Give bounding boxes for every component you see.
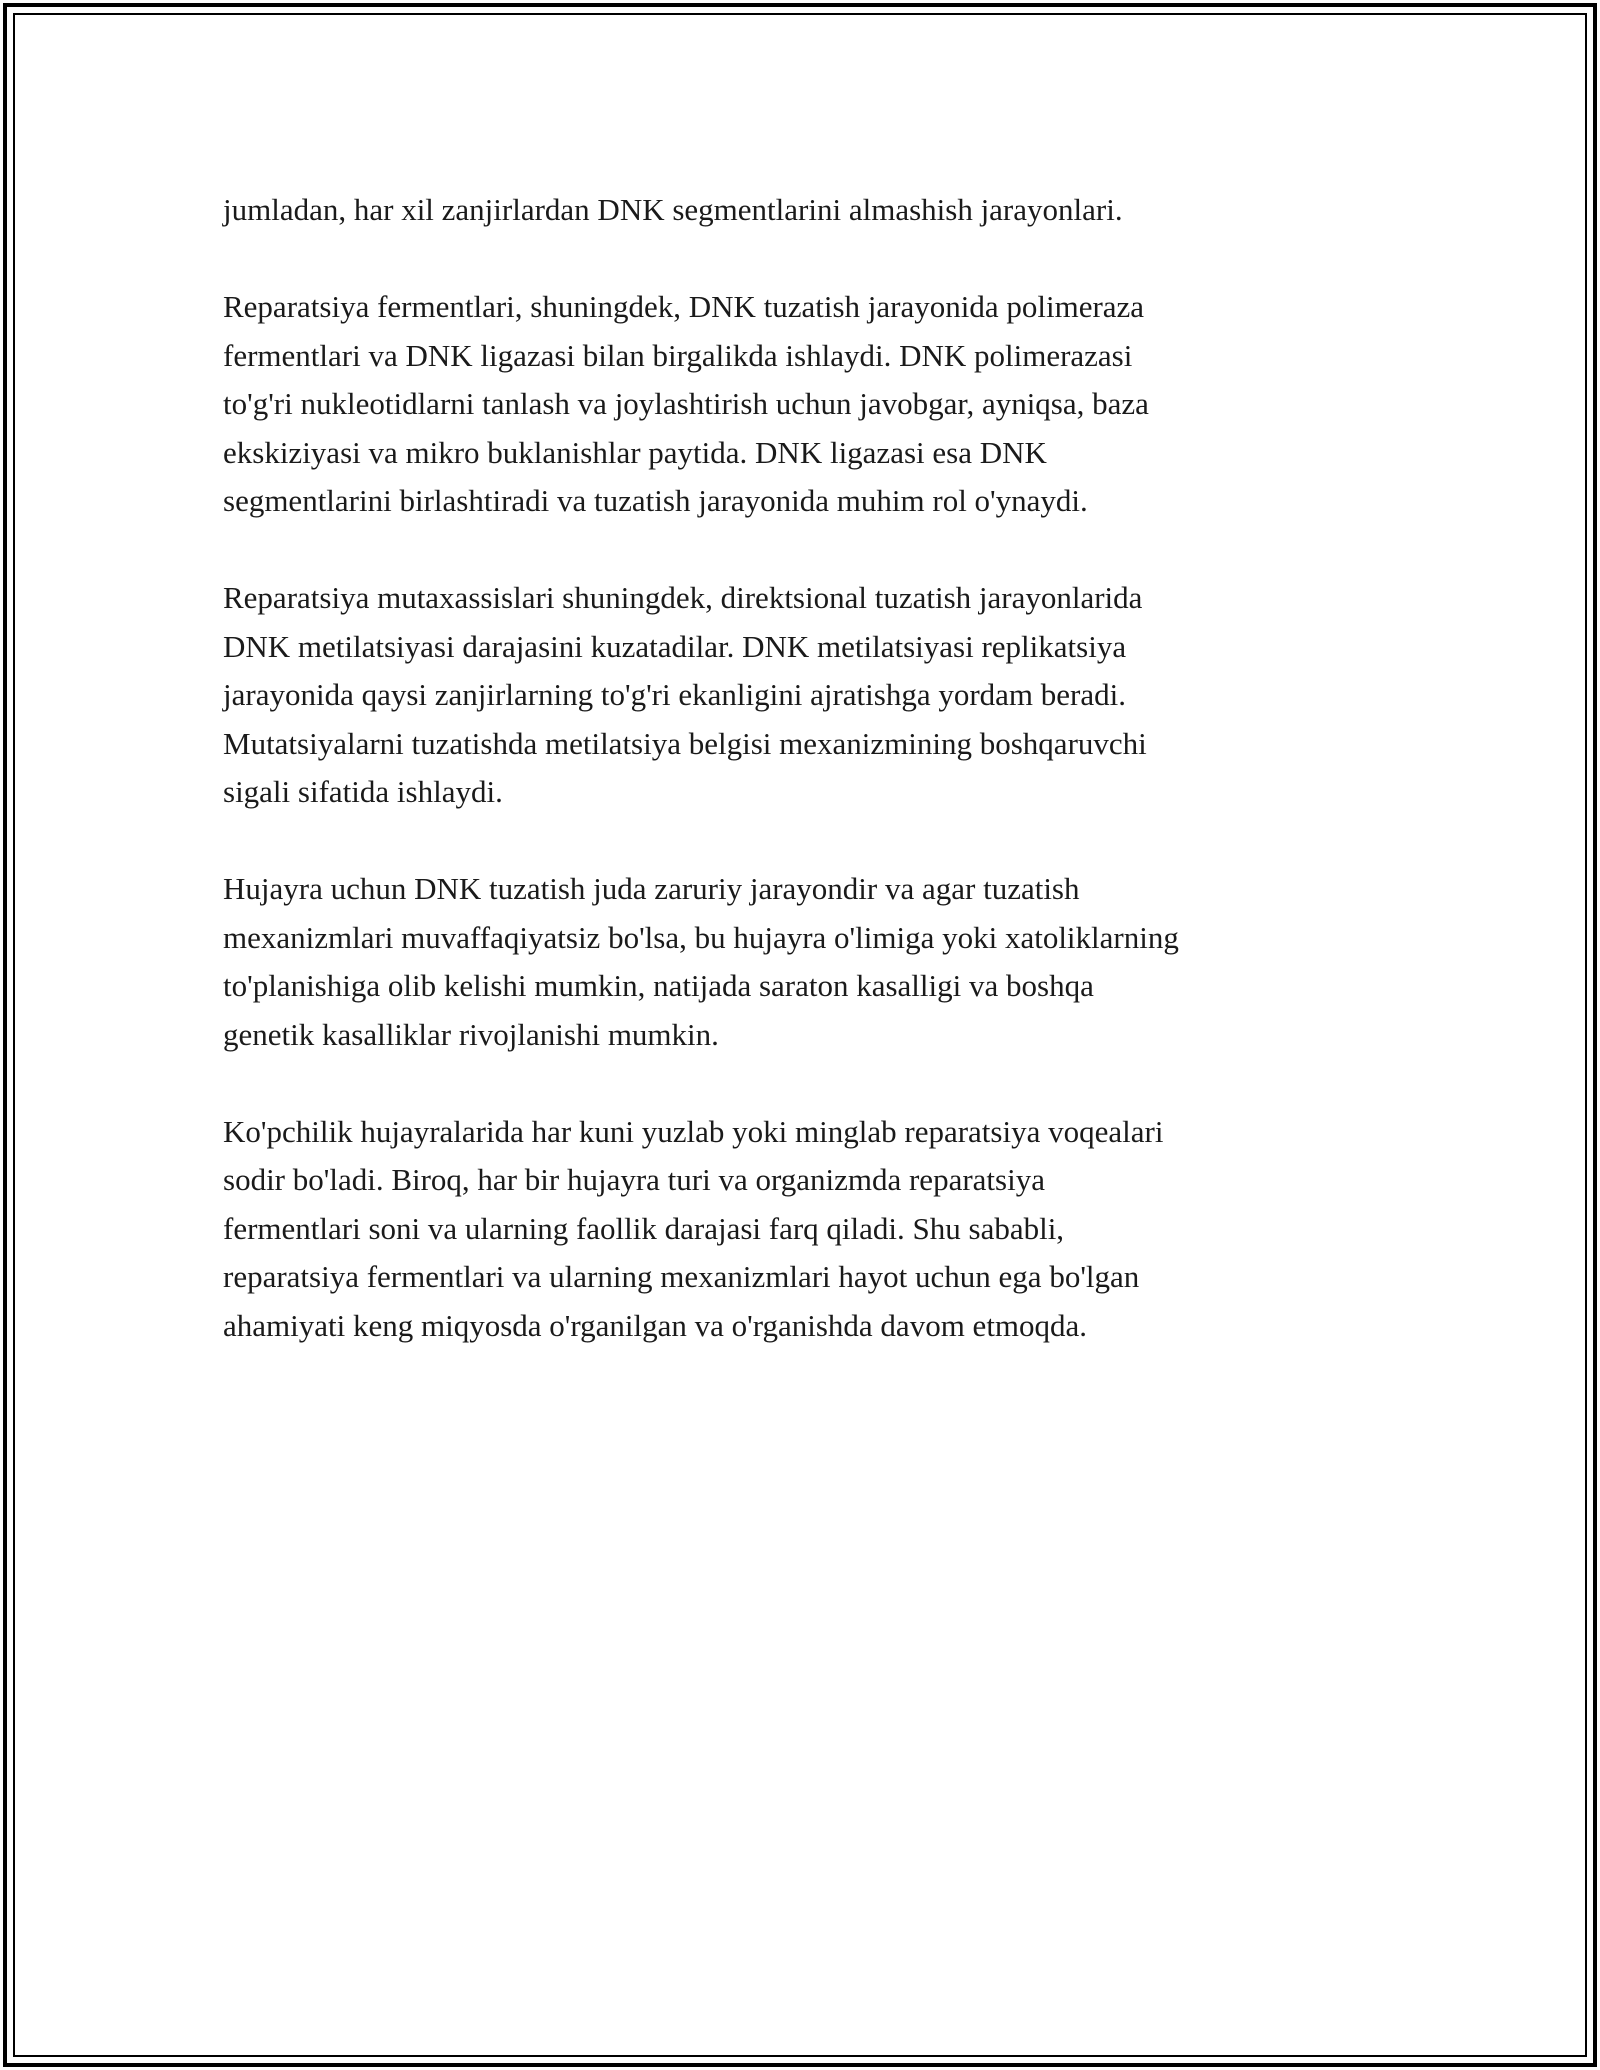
document-body — [223, 186, 1423, 1399]
paragraph-5 — [223, 1108, 1423, 1351]
text-line: jumladan, har xil zanjirlardan DNK segmentlarini almashish jarayonlari. — [223, 192, 1123, 227]
paragraph-2 — [223, 283, 1423, 526]
text-line: segmentlarini birlashtiradi va tuzatish jarayonida muhim rol o'ynaydi. — [223, 483, 1088, 518]
paragraph-1 — [223, 186, 1423, 235]
text-line: sigali sifatida ishlaydi. — [223, 774, 503, 809]
text-line: Hujayra uchun DNK tuzatish juda zaruriy jarayondir va agar tuzatish — [223, 871, 1080, 906]
text-line: mexanizmlari muvaffaqiyatsiz bo'lsa, bu hujayra o'limiga yoki xatoliklarning — [223, 919, 1179, 955]
text-line: Ko'pchilik hujayralarida har kuni yuzlab yoki minglab reparatsiya voqealari — [223, 1113, 1164, 1149]
paragraph-4 — [223, 865, 1423, 1059]
text-line: reparatsiya fermentlari va ularning mexanizmlari hayot uchun ega bo'lgan — [223, 1259, 1140, 1294]
text-line: to'g'ri nukleotidlarni tanlash va joylashtirish uchun javobgar, ayniqsa, baza — [223, 386, 1149, 421]
text-line: Reparatsiya mutaxassislari shuningdek, direktsional tuzatish jarayonlarida — [223, 580, 1143, 615]
paragraph-3 — [223, 574, 1423, 817]
text-line: ahamiyati keng miqyosda o'rganilgan va o'rganishda davom etmoqda. — [223, 1307, 1088, 1343]
text-line: jarayonida qaysi zanjirlarning to'g'ri ekanligini ajratishga yordam beradi. — [223, 677, 1126, 712]
text-line: DNK metilatsiyasi darajasini kuzatadilar. DNK metilatsiyasi replikatsiya — [223, 628, 1127, 664]
text-line: fermentlari va DNK ligazasi bilan birgalikda ishlaydi. DNK polimerazasi — [223, 337, 1133, 373]
text-line: Mutatsiyalarni tuzatishda metilatsiya belgisi mexanizmining boshqaruvchi — [223, 725, 1147, 761]
text-line: to'planishiga olib kelishi mumkin, natijada saraton kasalligi va boshqa — [223, 968, 1094, 1003]
text-line: Reparatsiya fermentlari, shuningdek, DNK tuzatish jarayonida polimeraza — [223, 289, 1145, 324]
text-line: sodir bo'ladi. Biroq, har bir hujayra turi va organizmda reparatsiya — [223, 1162, 1045, 1197]
text-line: genetik kasalliklar rivojlanishi mumkin. — [223, 1016, 719, 1052]
text-line: ekskiziyasi va mikro buklanishlar paytida. DNK ligazasi esa DNK — [223, 434, 1047, 470]
text-line: fermentlari soni va ularning faollik darajasi farq qiladi. Shu sababli, — [223, 1210, 1065, 1246]
